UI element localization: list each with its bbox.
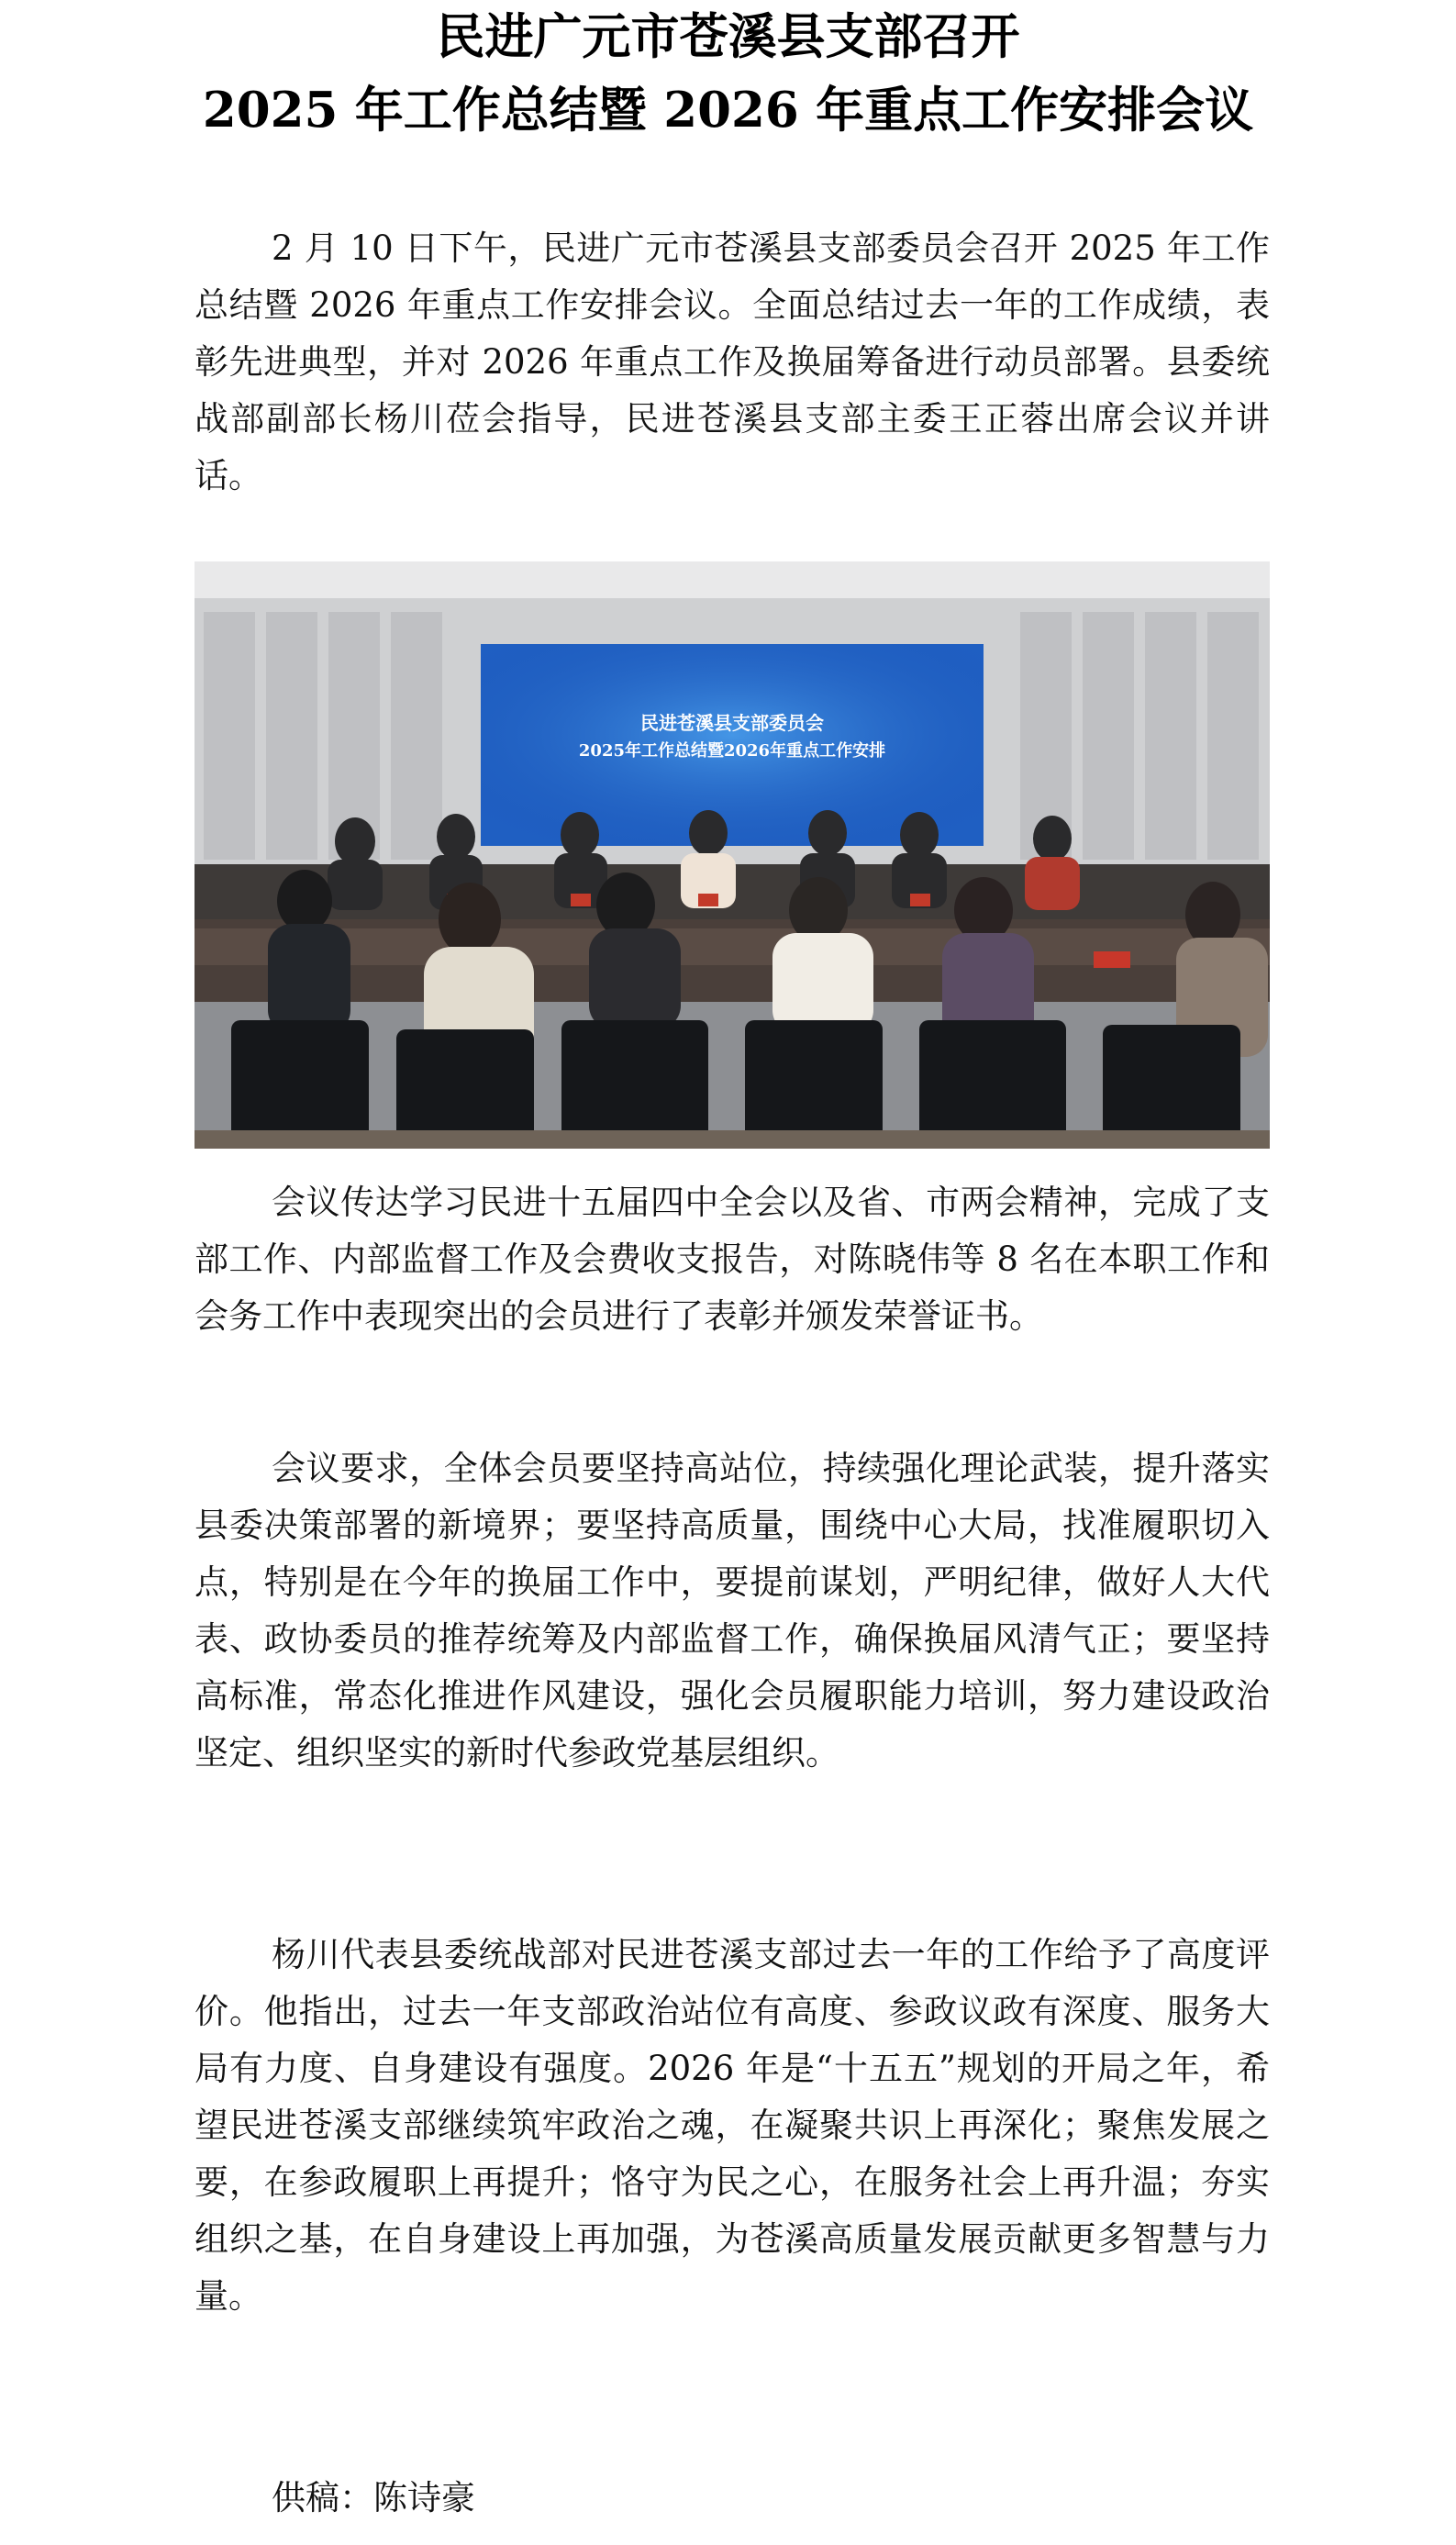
article-credit: 供稿：陈诗豪	[272, 2478, 475, 2517]
paragraph-4: 杨川代表县委统战部对民进苍溪支部过去一年的工作给予了高度评价。他指出，过去一年支部政治站位有高度、参政议政有深度、服务大局有力度、自身建设有强度。2026 年是“十五五”规划的开局之年，希望民进苍溪支部继续筑牢政治之魂，在凝聚共识上再深化；聚焦发展之要，在参政履职上再提升；恪守为民之心，在服务社会上再升温；夯实组织之基，在自身建设上再加强，为苍溪高质量发展贡献更多智慧与力量。	[195, 1935, 1270, 2316]
photo-screen-line2: 2025年工作总结暨2026年重点工作安排	[578, 741, 886, 761]
paragraph-1: 2 月 10 日下午，民进广元市苍溪县支部委员会召开 2025 年工作总结暨 2026 年重点工作安排会议。全面总结过去一年的工作成绩，表彰先进典型，并对 2026 年重点工作及换届筹备进行动员部署。县委统战部副部长杨川莅会指导，民进苍溪县支部主委王正蓉出席会议并讲话。	[195, 228, 1270, 495]
article-title-line2: 2025 年工作总结暨 2026 年重点工作安排会议	[202, 82, 1254, 139]
article-title-line1: 民进广元市苍溪县支部召开	[436, 8, 1020, 65]
photo-screen-line1: 民进苍溪县支部委员会	[640, 712, 824, 734]
paragraph-3: 会议要求，全体会员要坚持高站位，持续强化理论武装，提升落实县委决策部署的新境界；要坚持高质量，围绕中心大局，找准履职切入点，特别是在今年的换届工作中，要提前谋划，严明纪律，做好人大代表、政协委员的推荐统筹及内部监督工作，确保换届风清气正；要坚持高标准，常态化推进作风建设，强化会员履职能力培训，努力建设政治坚定、组织坚实的新时代参政党基层组织。	[195, 1449, 1270, 1773]
meeting-photo	[195, 561, 1270, 1149]
paragraph-2: 会议传达学习民进十五届四中全会以及省、市两会精神，完成了支部工作、内部监督工作及会费收支报告，对陈晓伟等 8 名在本职工作和会务工作中表现突出的会员进行了表彰并颁发荣誉证书。	[195, 1183, 1270, 1336]
